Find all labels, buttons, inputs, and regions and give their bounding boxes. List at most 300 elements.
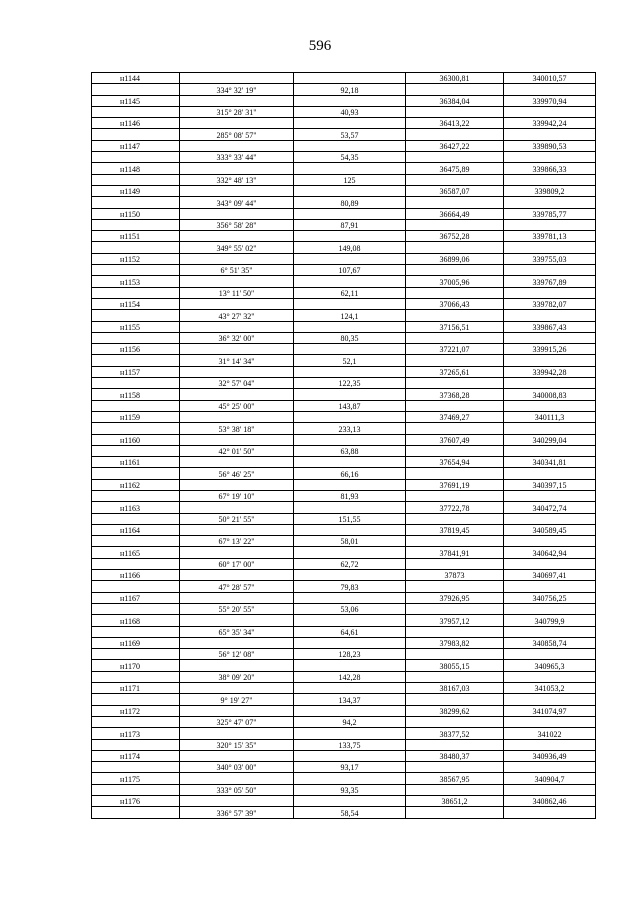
length-cell xyxy=(294,570,406,581)
point-cell xyxy=(92,490,180,501)
point-cell xyxy=(92,513,180,524)
angle-cell xyxy=(180,73,294,84)
table-row xyxy=(92,649,596,660)
angle-cell: 6° 51' 35" xyxy=(180,265,294,276)
x-coordinate-cell xyxy=(406,310,504,321)
table-row xyxy=(92,479,596,490)
length-cell: 122,35 xyxy=(294,378,406,389)
length-cell xyxy=(294,366,406,377)
angle-cell: 13° 11' 50" xyxy=(180,287,294,298)
x-coordinate-cell: 38055,15 xyxy=(406,660,504,671)
length-cell xyxy=(294,615,406,626)
table-row xyxy=(92,457,596,468)
angle-cell: 349° 55' 02" xyxy=(180,242,294,253)
length-cell: 93,35 xyxy=(294,784,406,795)
y-coordinate-cell: 339767,89 xyxy=(504,276,596,287)
y-coordinate-cell: 341074,97 xyxy=(504,705,596,716)
point-cell xyxy=(92,332,180,343)
y-coordinate-cell xyxy=(504,106,596,117)
table-row xyxy=(92,106,596,117)
point-cell xyxy=(92,265,180,276)
y-coordinate-cell: 340965,3 xyxy=(504,660,596,671)
point-cell: н1162 xyxy=(92,479,180,490)
table-row xyxy=(92,807,596,818)
angle-cell xyxy=(180,344,294,355)
point-cell xyxy=(92,468,180,479)
length-cell xyxy=(294,660,406,671)
table-row xyxy=(92,73,596,84)
length-cell: 80,35 xyxy=(294,332,406,343)
length-cell xyxy=(294,276,406,287)
length-cell: 143,87 xyxy=(294,400,406,411)
table-row xyxy=(92,434,596,445)
length-cell xyxy=(294,163,406,174)
angle-cell: 56° 12' 08" xyxy=(180,649,294,660)
x-coordinate-cell xyxy=(406,626,504,637)
length-cell xyxy=(294,298,406,309)
point-cell: н1157 xyxy=(92,366,180,377)
angle-cell: 45° 25' 00" xyxy=(180,400,294,411)
point-cell: н1160 xyxy=(92,434,180,445)
table-row xyxy=(92,411,596,422)
angle-cell xyxy=(180,502,294,513)
table-row xyxy=(92,378,596,389)
length-cell xyxy=(294,683,406,694)
length-cell: 40,93 xyxy=(294,106,406,117)
length-cell xyxy=(294,321,406,332)
point-cell xyxy=(92,784,180,795)
angle-cell: 67° 13' 22" xyxy=(180,536,294,547)
length-cell xyxy=(294,479,406,490)
y-coordinate-cell xyxy=(504,174,596,185)
x-coordinate-cell: 38651,2 xyxy=(406,796,504,807)
point-cell xyxy=(92,378,180,389)
x-coordinate-cell xyxy=(406,762,504,773)
point-cell xyxy=(92,400,180,411)
point-cell xyxy=(92,716,180,727)
table-row xyxy=(92,140,596,151)
y-coordinate-cell: 340642,94 xyxy=(504,547,596,558)
angle-cell xyxy=(180,411,294,422)
x-coordinate-cell: 37926,95 xyxy=(406,592,504,603)
point-cell: н1144 xyxy=(92,73,180,84)
table-row xyxy=(92,219,596,230)
table-row xyxy=(92,118,596,129)
point-cell: н1171 xyxy=(92,683,180,694)
angle-cell: 65° 35' 34" xyxy=(180,626,294,637)
x-coordinate-cell: 37654,94 xyxy=(406,457,504,468)
table-row xyxy=(92,490,596,501)
table-row xyxy=(92,796,596,807)
angle-cell xyxy=(180,479,294,490)
y-coordinate-cell: 340111,3 xyxy=(504,411,596,422)
point-cell xyxy=(92,603,180,614)
length-cell xyxy=(294,728,406,739)
x-coordinate-cell xyxy=(406,716,504,727)
point-cell: н1173 xyxy=(92,728,180,739)
angle-cell: 320° 15' 35" xyxy=(180,739,294,750)
point-cell: н1158 xyxy=(92,389,180,400)
length-cell: 133,75 xyxy=(294,739,406,750)
point-cell xyxy=(92,807,180,818)
x-coordinate-cell xyxy=(406,152,504,163)
angle-cell xyxy=(180,118,294,129)
x-coordinate-cell xyxy=(406,513,504,524)
table-row xyxy=(92,84,596,95)
x-coordinate-cell: 38299,62 xyxy=(406,705,504,716)
angle-cell xyxy=(180,434,294,445)
length-cell: 233,13 xyxy=(294,423,406,434)
table-row xyxy=(92,445,596,456)
x-coordinate-cell: 37983,82 xyxy=(406,637,504,648)
point-cell: н1168 xyxy=(92,615,180,626)
angle-cell: 356° 58' 28" xyxy=(180,219,294,230)
angle-cell: 333° 05' 50" xyxy=(180,784,294,795)
point-cell xyxy=(92,355,180,366)
length-cell xyxy=(294,95,406,106)
point-cell xyxy=(92,581,180,592)
y-coordinate-cell: 340341,81 xyxy=(504,457,596,468)
y-coordinate-cell xyxy=(504,603,596,614)
table-row xyxy=(92,129,596,140)
x-coordinate-cell: 37005,96 xyxy=(406,276,504,287)
length-cell: 58,01 xyxy=(294,536,406,547)
y-coordinate-cell xyxy=(504,784,596,795)
angle-cell xyxy=(180,276,294,287)
x-coordinate-cell xyxy=(406,558,504,569)
table-row xyxy=(92,547,596,558)
angle-cell xyxy=(180,547,294,558)
y-coordinate-cell xyxy=(504,242,596,253)
y-coordinate-cell: 339781,13 xyxy=(504,231,596,242)
angle-cell xyxy=(180,796,294,807)
y-coordinate-cell: 340936,49 xyxy=(504,750,596,761)
x-coordinate-cell: 38167,03 xyxy=(406,683,504,694)
table-row xyxy=(92,524,596,535)
point-cell: н1156 xyxy=(92,344,180,355)
y-coordinate-cell xyxy=(504,581,596,592)
x-coordinate-cell xyxy=(406,355,504,366)
angle-cell xyxy=(180,208,294,219)
table-row xyxy=(92,773,596,784)
angle-cell xyxy=(180,592,294,603)
x-coordinate-cell xyxy=(406,84,504,95)
point-cell xyxy=(92,174,180,185)
table-row xyxy=(92,423,596,434)
table-row xyxy=(92,400,596,411)
y-coordinate-cell xyxy=(504,739,596,750)
table-row xyxy=(92,750,596,761)
table-row xyxy=(92,615,596,626)
y-coordinate-cell: 340472,74 xyxy=(504,502,596,513)
x-coordinate-cell xyxy=(406,694,504,705)
table-row xyxy=(92,728,596,739)
length-cell: 54,35 xyxy=(294,152,406,163)
x-coordinate-cell: 37066,43 xyxy=(406,298,504,309)
length-cell: 63,88 xyxy=(294,445,406,456)
point-cell xyxy=(92,649,180,660)
y-coordinate-cell xyxy=(504,513,596,524)
y-coordinate-cell xyxy=(504,332,596,343)
x-coordinate-cell: 37221,07 xyxy=(406,344,504,355)
length-cell xyxy=(294,502,406,513)
angle-cell: 67° 19' 10" xyxy=(180,490,294,501)
point-cell xyxy=(92,152,180,163)
table-row xyxy=(92,581,596,592)
table-row xyxy=(92,660,596,671)
length-cell: 87,91 xyxy=(294,219,406,230)
y-coordinate-cell: 340008,83 xyxy=(504,389,596,400)
length-cell: 81,93 xyxy=(294,490,406,501)
x-coordinate-cell: 38377,52 xyxy=(406,728,504,739)
x-coordinate-cell xyxy=(406,445,504,456)
table-row xyxy=(92,389,596,400)
table-row xyxy=(92,163,596,174)
point-cell: н1148 xyxy=(92,163,180,174)
x-coordinate-cell: 37841,91 xyxy=(406,547,504,558)
x-coordinate-cell: 37368,28 xyxy=(406,389,504,400)
y-coordinate-cell xyxy=(504,716,596,727)
length-cell: 134,37 xyxy=(294,694,406,705)
point-cell: н1153 xyxy=(92,276,180,287)
y-coordinate-cell xyxy=(504,649,596,660)
x-coordinate-cell xyxy=(406,378,504,389)
y-coordinate-cell xyxy=(504,694,596,705)
point-cell xyxy=(92,558,180,569)
x-coordinate-cell: 36587,07 xyxy=(406,185,504,196)
point-cell xyxy=(92,106,180,117)
x-coordinate-cell: 36384,04 xyxy=(406,95,504,106)
x-coordinate-cell xyxy=(406,332,504,343)
table-row xyxy=(92,265,596,276)
y-coordinate-cell xyxy=(504,558,596,569)
table-row xyxy=(92,197,596,208)
length-cell xyxy=(294,547,406,558)
table-row xyxy=(92,310,596,321)
angle-cell: 9° 19' 27" xyxy=(180,694,294,705)
point-cell: н1149 xyxy=(92,185,180,196)
point-cell xyxy=(92,626,180,637)
angle-cell: 42° 01' 50" xyxy=(180,445,294,456)
angle-cell xyxy=(180,163,294,174)
length-cell: 53,57 xyxy=(294,129,406,140)
point-cell: н1161 xyxy=(92,457,180,468)
y-coordinate-cell: 340397,15 xyxy=(504,479,596,490)
x-coordinate-cell xyxy=(406,400,504,411)
y-coordinate-cell xyxy=(504,423,596,434)
point-cell xyxy=(92,445,180,456)
table-row xyxy=(92,671,596,682)
coordinates-table xyxy=(91,72,596,819)
y-coordinate-cell xyxy=(504,536,596,547)
angle-cell xyxy=(180,457,294,468)
table-row xyxy=(92,637,596,648)
x-coordinate-cell: 36413,22 xyxy=(406,118,504,129)
x-coordinate-cell xyxy=(406,219,504,230)
length-cell: 79,83 xyxy=(294,581,406,592)
y-coordinate-cell xyxy=(504,310,596,321)
length-cell xyxy=(294,457,406,468)
x-coordinate-cell: 37819,45 xyxy=(406,524,504,535)
coordinates-table-body xyxy=(92,73,596,819)
length-cell xyxy=(294,231,406,242)
table-row xyxy=(92,208,596,219)
point-cell: н1147 xyxy=(92,140,180,151)
angle-cell: 56° 46' 25" xyxy=(180,468,294,479)
point-cell: н1165 xyxy=(92,547,180,558)
angle-cell xyxy=(180,660,294,671)
point-cell xyxy=(92,739,180,750)
angle-cell: 332° 48' 13" xyxy=(180,174,294,185)
y-coordinate-cell xyxy=(504,490,596,501)
length-cell xyxy=(294,411,406,422)
angle-cell: 333° 33' 44" xyxy=(180,152,294,163)
x-coordinate-cell xyxy=(406,287,504,298)
length-cell: 149,08 xyxy=(294,242,406,253)
point-cell: н1150 xyxy=(92,208,180,219)
x-coordinate-cell xyxy=(406,649,504,660)
length-cell xyxy=(294,389,406,400)
point-cell: н1172 xyxy=(92,705,180,716)
y-coordinate-cell: 339867,43 xyxy=(504,321,596,332)
length-cell: 52,1 xyxy=(294,355,406,366)
length-cell: 107,67 xyxy=(294,265,406,276)
point-cell: н1151 xyxy=(92,231,180,242)
y-coordinate-cell: 339809,2 xyxy=(504,185,596,196)
x-coordinate-cell xyxy=(406,106,504,117)
angle-cell: 343° 09' 44" xyxy=(180,197,294,208)
y-coordinate-cell xyxy=(504,152,596,163)
x-coordinate-cell xyxy=(406,129,504,140)
y-coordinate-cell: 339970,94 xyxy=(504,95,596,106)
y-coordinate-cell xyxy=(504,445,596,456)
length-cell: 53,06 xyxy=(294,603,406,614)
y-coordinate-cell xyxy=(504,762,596,773)
angle-cell xyxy=(180,185,294,196)
x-coordinate-cell: 37469,27 xyxy=(406,411,504,422)
x-coordinate-cell: 38480,37 xyxy=(406,750,504,761)
x-coordinate-cell: 37156,51 xyxy=(406,321,504,332)
table-row xyxy=(92,287,596,298)
angle-cell: 340° 03' 00" xyxy=(180,762,294,773)
table-row xyxy=(92,152,596,163)
angle-cell xyxy=(180,231,294,242)
angle-cell xyxy=(180,524,294,535)
point-cell: н1154 xyxy=(92,298,180,309)
angle-cell xyxy=(180,321,294,332)
x-coordinate-cell xyxy=(406,581,504,592)
point-cell xyxy=(92,287,180,298)
page-number: 596 xyxy=(308,38,332,54)
table-row xyxy=(92,468,596,479)
y-coordinate-cell: 339942,24 xyxy=(504,118,596,129)
x-coordinate-cell: 36664,49 xyxy=(406,208,504,219)
point-cell: н1175 xyxy=(92,773,180,784)
angle-cell xyxy=(180,389,294,400)
table-row xyxy=(92,502,596,513)
y-coordinate-cell: 340904,7 xyxy=(504,773,596,784)
y-coordinate-cell: 340697,41 xyxy=(504,570,596,581)
table-row xyxy=(92,784,596,795)
x-coordinate-cell xyxy=(406,490,504,501)
point-cell xyxy=(92,423,180,434)
table-row xyxy=(92,716,596,727)
y-coordinate-cell xyxy=(504,84,596,95)
length-cell: 80,89 xyxy=(294,197,406,208)
x-coordinate-cell: 36752,28 xyxy=(406,231,504,242)
angle-cell: 36° 32' 00" xyxy=(180,332,294,343)
length-cell xyxy=(294,208,406,219)
point-cell: н1174 xyxy=(92,750,180,761)
table-row xyxy=(92,683,596,694)
y-coordinate-cell: 339785,77 xyxy=(504,208,596,219)
point-cell: н1170 xyxy=(92,660,180,671)
table-row xyxy=(92,174,596,185)
angle-cell: 315° 28' 31" xyxy=(180,106,294,117)
y-coordinate-cell: 341053,2 xyxy=(504,683,596,694)
y-coordinate-cell xyxy=(504,129,596,140)
angle-cell: 38° 09' 20" xyxy=(180,671,294,682)
point-cell: н1146 xyxy=(92,118,180,129)
length-cell: 125 xyxy=(294,174,406,185)
length-cell xyxy=(294,185,406,196)
x-coordinate-cell: 37957,12 xyxy=(406,615,504,626)
angle-cell: 285° 08' 57" xyxy=(180,129,294,140)
x-coordinate-cell xyxy=(406,784,504,795)
length-cell xyxy=(294,434,406,445)
y-coordinate-cell xyxy=(504,400,596,411)
length-cell xyxy=(294,592,406,603)
table-row xyxy=(92,366,596,377)
length-cell: 58,54 xyxy=(294,807,406,818)
x-coordinate-cell xyxy=(406,174,504,185)
y-coordinate-cell xyxy=(504,671,596,682)
table-row xyxy=(92,762,596,773)
point-cell xyxy=(92,219,180,230)
table-row xyxy=(92,344,596,355)
length-cell xyxy=(294,118,406,129)
table-row xyxy=(92,513,596,524)
table-row xyxy=(92,321,596,332)
length-cell: 128,23 xyxy=(294,649,406,660)
point-cell: н1164 xyxy=(92,524,180,535)
y-coordinate-cell: 339782,07 xyxy=(504,298,596,309)
length-cell: 93,17 xyxy=(294,762,406,773)
length-cell xyxy=(294,773,406,784)
table-row xyxy=(92,332,596,343)
point-cell xyxy=(92,671,180,682)
x-coordinate-cell xyxy=(406,603,504,614)
x-coordinate-cell: 37691,19 xyxy=(406,479,504,490)
length-cell xyxy=(294,796,406,807)
angle-cell xyxy=(180,366,294,377)
length-cell xyxy=(294,73,406,84)
x-coordinate-cell xyxy=(406,197,504,208)
x-coordinate-cell: 37265,61 xyxy=(406,366,504,377)
y-coordinate-cell: 340799,9 xyxy=(504,615,596,626)
table-row xyxy=(92,592,596,603)
angle-cell: 50° 21' 55" xyxy=(180,513,294,524)
table-row xyxy=(92,242,596,253)
length-cell xyxy=(294,705,406,716)
length-cell xyxy=(294,637,406,648)
x-coordinate-cell xyxy=(406,468,504,479)
table-row xyxy=(92,95,596,106)
x-coordinate-cell xyxy=(406,671,504,682)
length-cell: 64,61 xyxy=(294,626,406,637)
point-cell: н1159 xyxy=(92,411,180,422)
point-cell: н1166 xyxy=(92,570,180,581)
